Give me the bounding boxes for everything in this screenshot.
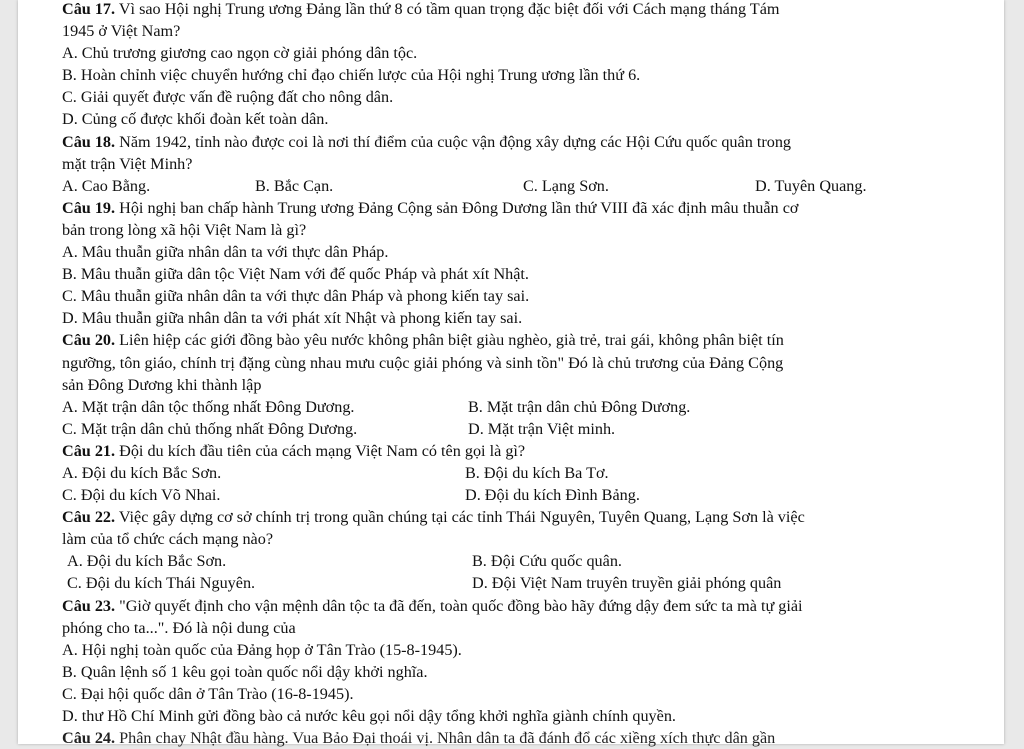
question-19-number: Câu 19. xyxy=(62,198,116,217)
question-18-option-d: D. Tuyên Quang. xyxy=(755,176,867,195)
question-21-line-1: Câu 21. Đội du kích đầu tiên của cách mạng Việt Nam có tên gọi là gì? xyxy=(62,441,526,460)
question-23-option-a: A. Hội nghị toàn quốc của Đảng họp ở Tân Trào (15-8-1945). xyxy=(62,640,462,659)
question-23-option-d: D. thư Hồ Chí Minh gửi đồng bào cả nước kêu gọi nổi dậy tổng khởi nghĩa giành chính quyền. xyxy=(62,707,676,725)
question-20-options-row-2 xyxy=(62,418,972,440)
document-body xyxy=(62,0,972,749)
question-23-option-b: B. Quân lệnh số 1 kêu gọi toàn quốc nổi dậy khởi nghĩa. xyxy=(62,662,428,681)
question-18-option-b: B. Bắc Cạn. xyxy=(255,176,334,195)
question-20-option-c: C. Mặt trận dân chủ thống nhất Đông Dương. xyxy=(62,419,358,438)
question-20-line-3: sản Đông Dương khi thành lập xyxy=(62,375,262,394)
question-20-number: Câu 20. xyxy=(62,331,116,350)
question-22-option-d: D. Đội Việt Nam truyên truyền giải phóng quân xyxy=(472,574,782,593)
question-19-option-c: C. Mâu thuẫn giữa nhân dân ta với thực dân Pháp và phong kiến tay sai. xyxy=(62,287,530,306)
question-23-line-2: phóng cho ta...". Đó là nội dung của xyxy=(62,618,296,637)
question-24-number: Câu 24. xyxy=(62,729,116,748)
question-23-option-c: C. Đại hội quốc dân ở Tân Trào (16-8-1945). xyxy=(62,684,354,703)
document-page xyxy=(18,0,1004,748)
question-19-line-1: Câu 19. Hội nghị ban chấp hành Trung ương Đảng Cộng sản Đông Dương lần thứ VIII đã xác định mâu thuẫn cơ xyxy=(62,198,799,217)
question-17-option-b: B. Hoàn chỉnh việc chuyển hướng chỉ đạo chiến lược của Hội nghị Trung ương lần thứ 6. xyxy=(62,66,641,85)
question-18-options xyxy=(62,175,972,197)
question-20-options-row-1 xyxy=(62,396,972,418)
question-21-options-row-2 xyxy=(62,484,972,506)
question-19-option-b: B. Mâu thuẫn giữa dân tộc Việt Nam với đế quốc Pháp và phát xít Nhật. xyxy=(62,265,529,284)
question-18-line-2: mặt trận Việt Minh? xyxy=(62,154,193,173)
question-20-option-d: D. Mặt trận Việt minh. xyxy=(468,419,616,438)
question-20-line-2: ngưỡng, tôn giáo, chính trị đặng cùng nhau mưu cuộc giải phóng và sinh tồn" Đó là chủ trương của Đảng Cộng xyxy=(62,353,784,372)
question-17-line-2: 1945 ở Việt Nam? xyxy=(62,22,181,41)
question-21-number: Câu 21. xyxy=(62,441,116,460)
question-22-number: Câu 22. xyxy=(62,508,116,527)
question-22-option-c: C. Đội du kích Thái Nguyên. xyxy=(67,574,256,593)
question-17-line-1: Câu 17. Vì sao Hội nghị Trung ương Đảng lần thứ 8 có tầm quan trọng đặc biệt đối với Cách mạng tháng Tám xyxy=(62,0,780,18)
question-18-number: Câu 18. xyxy=(62,132,116,151)
question-22-option-a: A. Đội du kích Bắc Sơn. xyxy=(67,552,227,571)
question-21-option-a: A. Đội du kích Bắc Sơn. xyxy=(62,463,222,482)
question-20-line-1: Câu 20. Liên hiệp các giới đồng bào yêu nước không phân biệt giàu nghèo, già trẻ, trai gái, không phân biệt tín xyxy=(62,331,784,350)
question-18-line-1: Câu 18. Năm 1942, tỉnh nào được coi là nơi thí điểm của cuộc vận động xây dựng các Hội Cứu quốc quân trong xyxy=(62,132,792,151)
question-21-option-b: B. Đội du kích Ba Tơ. xyxy=(465,463,609,482)
question-23-line-1: Câu 23. "Giờ quyết định cho vận mệnh dân tộc ta đã đến, toàn quốc đồng bào hãy đứng dậy đem sức ta mà tự giải xyxy=(62,596,803,615)
question-17-option-c: C. Giải quyết được vấn đề ruộng đất cho nông dân. xyxy=(62,88,394,107)
question-17-number: Câu 17. xyxy=(62,0,116,18)
question-17-option-d: D. Củng cố được khối đoàn kết toàn dân. xyxy=(62,110,329,129)
question-21-option-c: C. Đội du kích Võ Nhai. xyxy=(62,486,221,505)
question-22-line-2: làm của tổ chức cách mạng nào? xyxy=(62,530,274,549)
question-22-line-1: Câu 22. Việc gây dựng cơ sở chính trị trong quần chúng tại các tỉnh Thái Nguyên, Tuyên Quang, Lạng Sơn là việc xyxy=(62,508,805,527)
question-21-option-d: D. Đội du kích Đình Bảng. xyxy=(465,486,640,505)
question-22-options-row-2 xyxy=(62,572,972,594)
question-21-options-row-1 xyxy=(62,462,972,484)
question-18-option-a: A. Cao Bằng. xyxy=(62,176,151,195)
question-19-option-a: A. Mâu thuẫn giữa nhân dân ta với thực dân Pháp. xyxy=(62,243,389,262)
question-24-line-1: Câu 24. Phân chay Nhật đầu hàng. Vua Bảo Đại thoái vị. Nhân dân ta đã đánh đổ các xiềng xích thực dân gần xyxy=(62,729,776,748)
question-19-option-d: D. Mâu thuẫn giữa nhân dân ta với phát xít Nhật và phong kiến tay sai. xyxy=(62,309,523,328)
question-20-option-a: A. Mặt trận dân tộc thống nhất Đông Dương. xyxy=(62,397,355,416)
question-22-option-b: B. Đội Cứu quốc quân. xyxy=(472,552,622,571)
question-19-line-2: bản trong lòng xã hội Việt Nam là gì? xyxy=(62,220,307,239)
question-18-option-c: C. Lạng Sơn. xyxy=(523,176,609,195)
question-17-option-a: A. Chủ trương giương cao ngọn cờ giải phóng dân tộc. xyxy=(62,44,418,63)
question-20-option-b: B. Mặt trận dân chủ Đông Dương. xyxy=(468,397,691,416)
question-23-number: Câu 23. xyxy=(62,596,116,615)
question-22-options-row-1 xyxy=(62,550,972,572)
